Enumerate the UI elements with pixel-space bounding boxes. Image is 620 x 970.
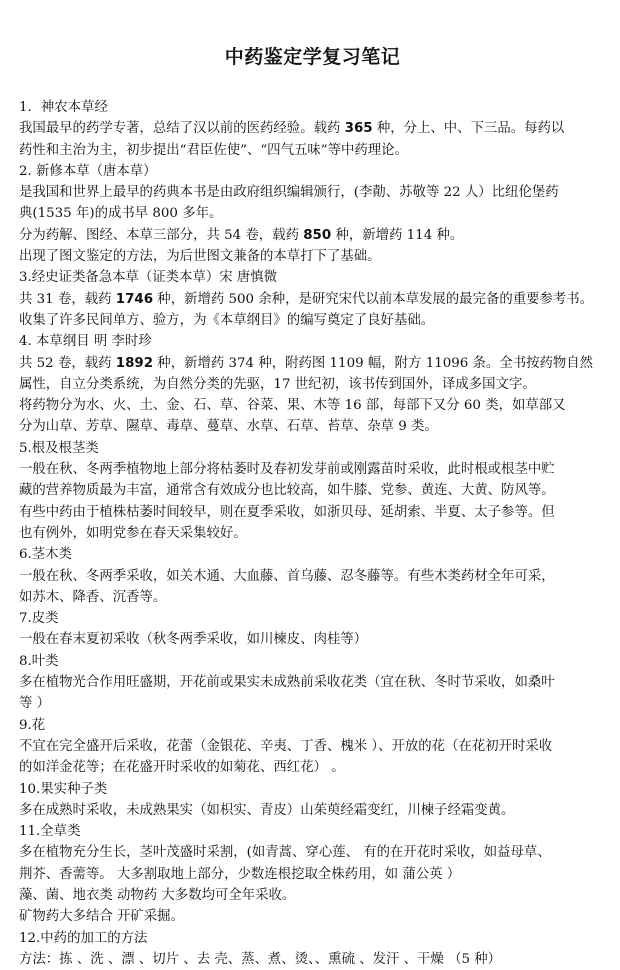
text-line: 一般在春末夏初采收（秋冬两季采收，如川楝皮、肉桂等） <box>19 632 368 648</box>
text-line: 是我国和世界上最早的药典本书是由政府组织编辑颁行，(李勣、苏敬等 22 人）比纽伦堡药 <box>19 185 559 201</box>
section-heading: 9.花 <box>19 717 46 733</box>
text-line: 收集了许多民间单方、验方，为《本草纲目》的编写奠定了良好基础。 <box>19 312 435 328</box>
text-line: 的如洋金花等；在花盛开时采收的如菊花、西红花） 。 <box>19 760 345 776</box>
section-heading: 3.经史证类备急本草（证类本草）宋 唐慎微 <box>19 270 278 286</box>
section-heading: 8.叶类 <box>19 653 59 669</box>
text-line: 属性，自立分类系统，为自然分类的先驱，17 世纪初，该书传到国外，译成多国文字。 <box>19 376 536 392</box>
text-line: 多在植物光合作用旺盛期，开花前或果实未成熟前采收花类（宜在秋、冬时节采收，如桑叶 <box>19 675 555 691</box>
section-heading: 5.根及根茎类 <box>19 440 99 456</box>
section-heading: 7.皮类 <box>19 611 59 627</box>
section-heading: 1．神农本草经 <box>19 100 108 115</box>
text-line: 共 52 卷，载药 1892 种，新增药 374 种，附药图 1109 幅，附方 11096 条。全书按药物自然 <box>19 355 594 371</box>
section-heading: 6.茎木类 <box>19 547 72 563</box>
text-line: 分为山草、芳草、隰草、毒草、蔓草、水草、石草、苔草、杂草 9 类。 <box>19 419 438 435</box>
text-line: 一般在秋、冬两季植物地上部分将枯萎时及春初发芽前或刚露苗时采收，此时根或根茎中贮 <box>19 462 555 478</box>
text-line: 共 31 卷，载药 1746 种，新增药 500 余种，是研究宋代以前本草发展的最完备的重要参考书。 <box>19 291 594 307</box>
text-line: 我国最早的药学专著，总结了汉以前的医药经验。载药 365 种，分上、中、下三品。每药以 <box>19 121 565 137</box>
text-line: 矿物药大多结合 开矿采掘。 <box>19 909 184 925</box>
text-line: 分为药解、图经、本草三部分，共 54 卷，载药 850 种，新增药 114 种。 <box>19 227 464 243</box>
text-line: 不宜在完全盛开后采收，花蕾（金银花、辛夷、丁香、槐米 ）、开放的花（在花初开时采收 <box>19 738 553 754</box>
text-line: 荆芥、香薷等。 大多割取地上部分，少数连根挖取全株药用，如 蒲公英 ） <box>19 866 461 882</box>
text-line: 藏的营养物质最为丰富，通常含有效成分也比较高，如牛膝、党参、黄连、大黄、防风等。 <box>19 483 555 499</box>
section-heading: 11.全草类 <box>19 824 81 840</box>
text-line: 药性和主治为主，初步提出“君臣佐使”、“四气五味”等中药理论。 <box>19 142 408 158</box>
text-line: 将药物分为水、火、土、金、石、草、谷菜、果、木等 16 部，每部下又分 60 类，如草部又 <box>19 398 566 414</box>
text-line: 典(1535 年)的成书早 800 多年。 <box>19 206 223 222</box>
text-line: 等 ） <box>19 696 51 712</box>
text-line: 有些中药由于植株枯萎时间较早，则在夏季采收，如浙贝母、延胡索、半夏、太子参等。但 <box>19 504 555 520</box>
section-heading: 12.中药的加工的方法 <box>19 930 148 946</box>
text-line: 也有例外，如明党参在春天采集较好。 <box>19 525 247 541</box>
text-line: 出现了图文鉴定的方法，为后世图文兼备的本草打下了基础。 <box>19 249 381 265</box>
section-heading: 4. 本草纲目 明 李时珍 <box>19 334 152 350</box>
section-heading: 2. 新修本草（唐本草） <box>19 163 157 179</box>
document-body <box>19 97 606 970</box>
document-title: 中药鉴定学复习笔记 <box>224 46 401 68</box>
text-line: 如苏木、降香、沉香等。 <box>19 589 167 605</box>
text-line: 多在成熟时采收，未成熟果实（如枳实、青皮）山茱萸经霜变红，川楝子经霜变黄。 <box>19 802 515 818</box>
text-line: 藻、菌、地衣类 动物药 大多数均可全年采收。 <box>19 887 296 903</box>
text-line: 一般在秋、冬两季采收，如关木通、大血藤、首乌藤、忍冬藤等。有些木类药材全年可采， <box>19 568 555 584</box>
section-heading: 10.果实种子类 <box>19 781 108 797</box>
text-line: 多在植物充分生长，茎叶茂盛时采割，(如青蒿、穿心莲、 有的在开花时采收，如益母草、 <box>19 845 551 861</box>
text-line: 方法：拣 、洗 、漂 、切片 、去 壳、蒸、煮、烫、、熏硫 、发汗 、干燥 （5 种） <box>19 951 502 967</box>
